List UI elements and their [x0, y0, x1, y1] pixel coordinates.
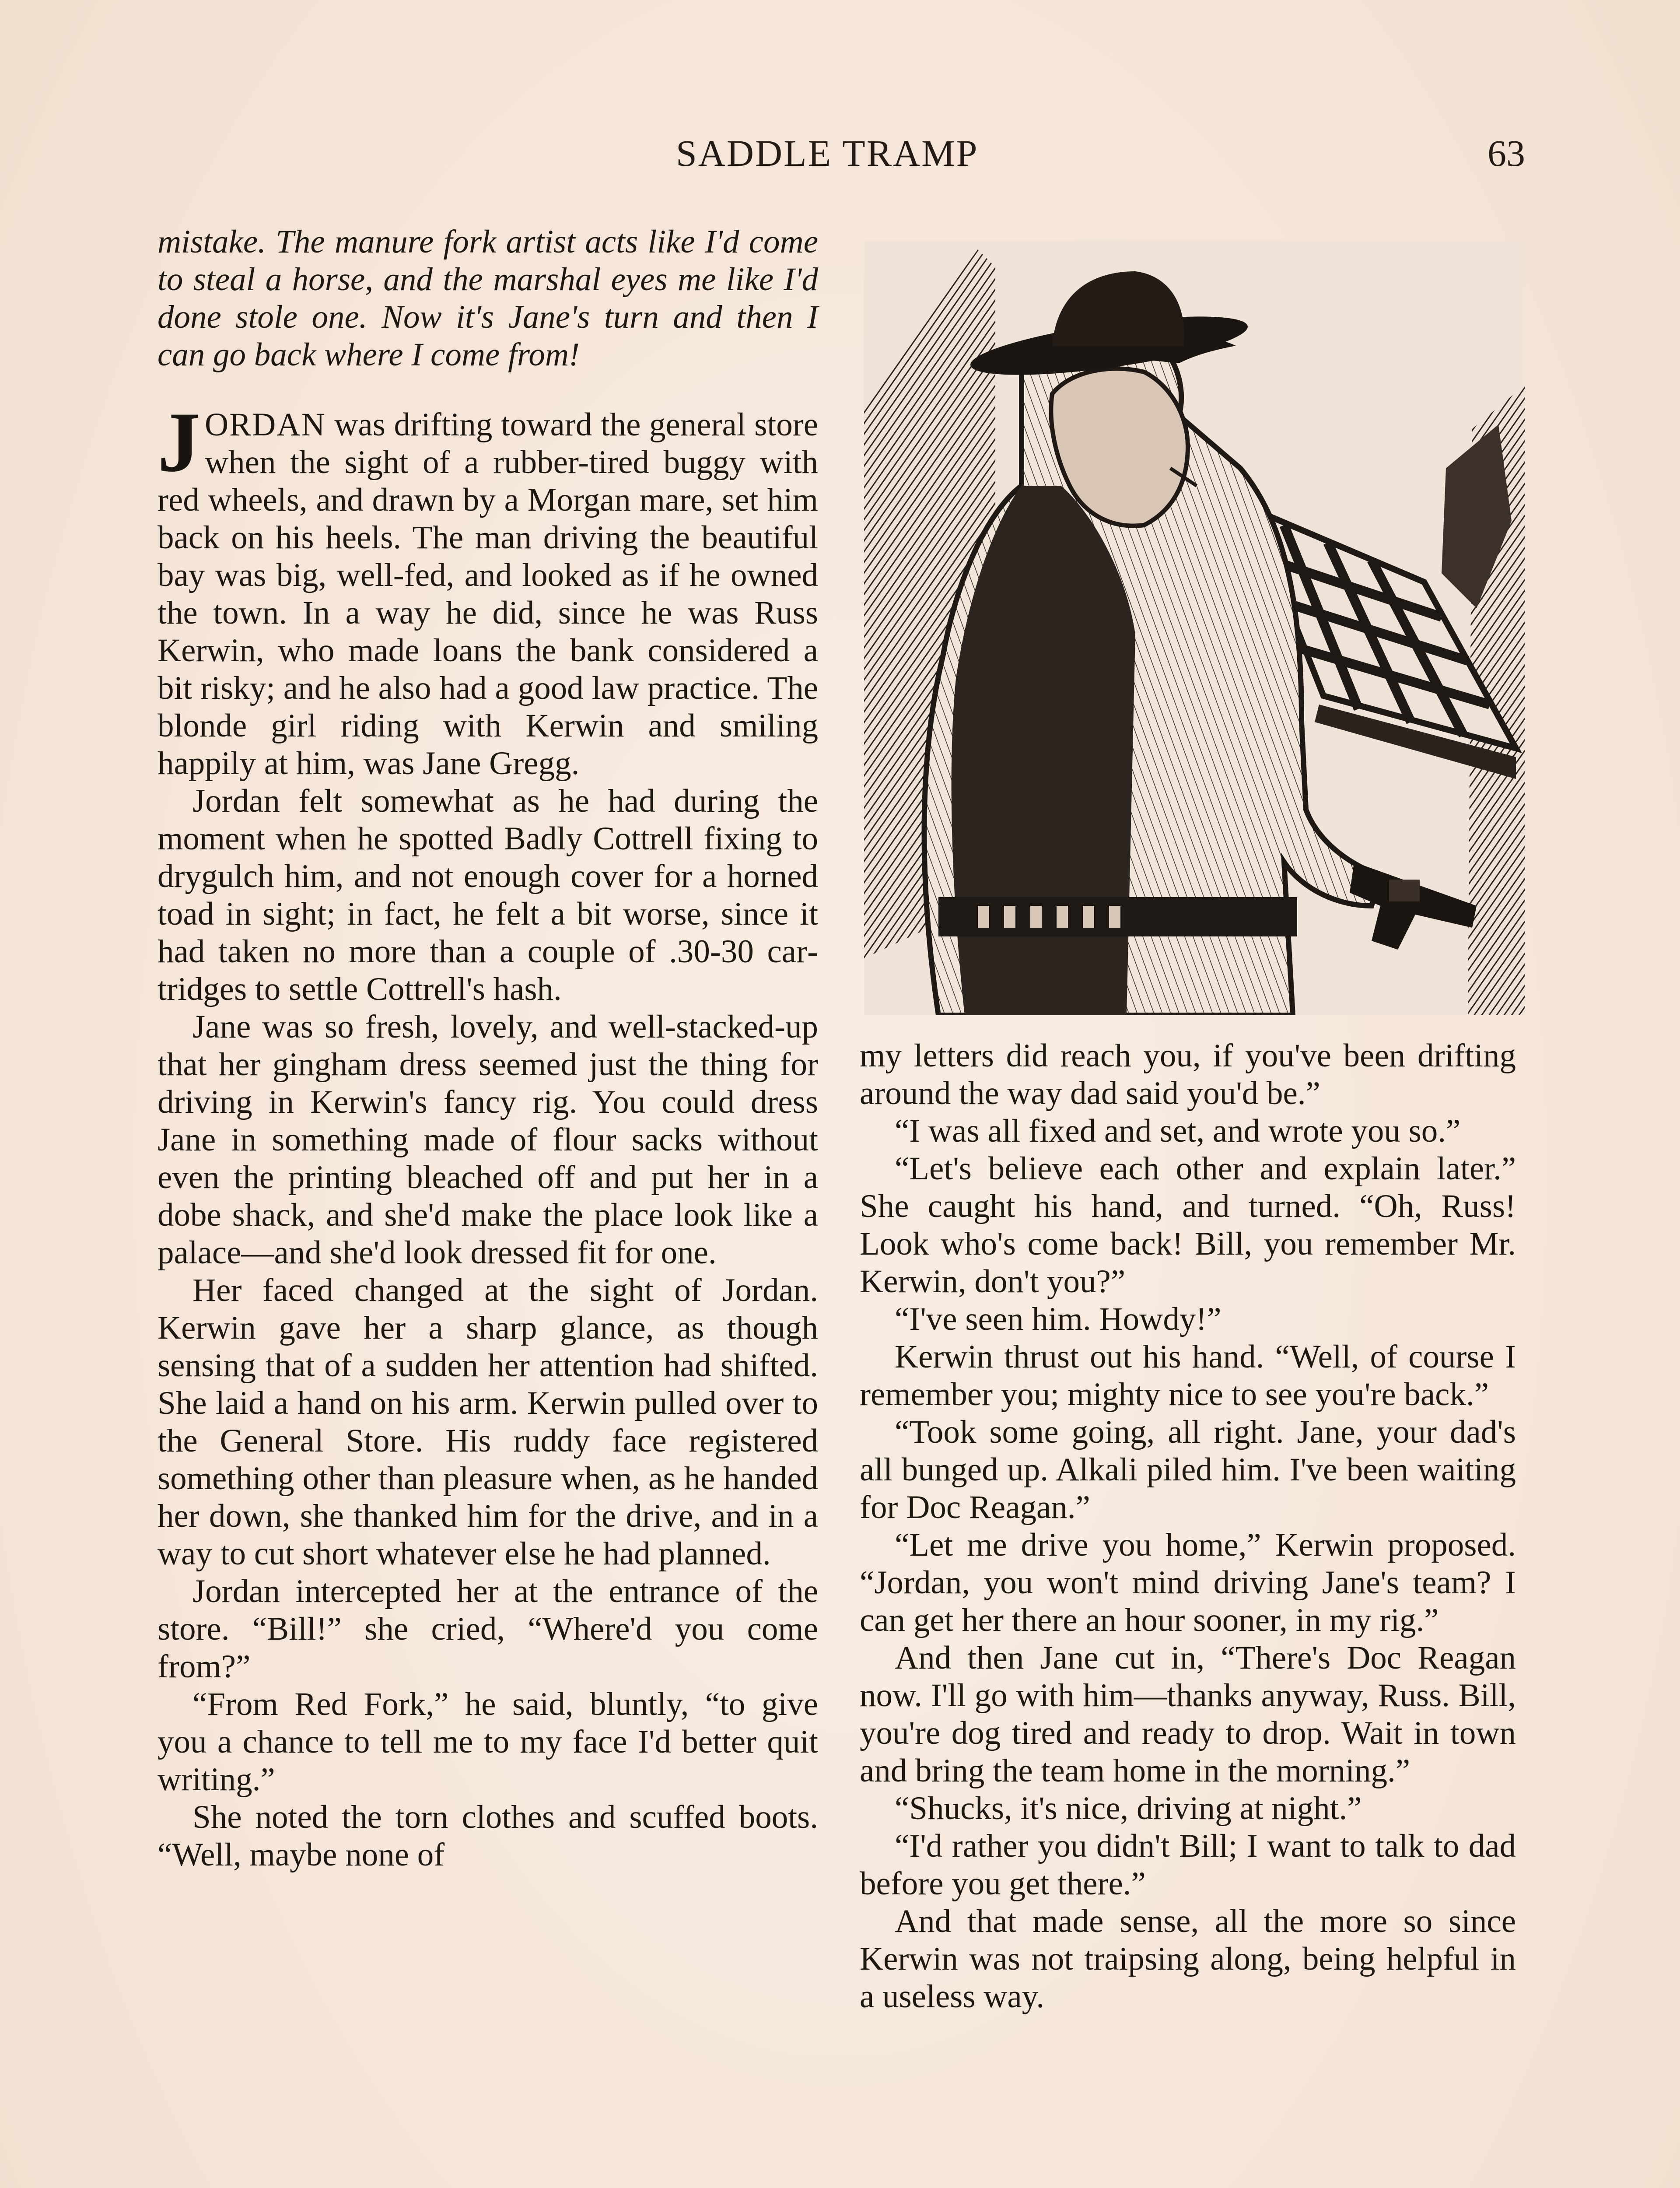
- right-text-column: [860, 1037, 1516, 2016]
- opening-paragraph-text: was drifting toward the general store when the sight of a rubber-tired buggy with red wheels, and drawn by a Morgan mare, set him back on his heels. The man driving the beautiful bay was big, well-fed, and looked as if he owned the town. In a way he did, since he was Russ Kerwin, who made loans the bank considered a bit risky; and he also had a good law practice. The blonde girl riding with Kerwin and smiling happily at him, was Jane Gregg.: [158, 407, 818, 782]
- running-title: SADDLE TRAMP: [676, 132, 979, 174]
- paragraph-letters: my letters did reach you, if you've been drifting around the way dad said you'd be.”: [860, 1038, 1516, 1112]
- paragraph-doc-reagan: And then Jane cut in, “There's Doc Reagan now. I'll go with him—thanks anyway, Russ. Bill, you're dog tired and ready to drop. Wait in town and bring the team home in the morning.”: [860, 1640, 1516, 1789]
- page-number: 63: [1488, 132, 1525, 174]
- paragraph-took-some-going: “Took some going, all right. Jane, your dad's all bunged up. Alkali piled him. I've been waiting for Doc Reagan.”: [860, 1414, 1516, 1525]
- paragraph-fixed-and-set: “I was all fixed and set, and wrote you so.”: [895, 1113, 1461, 1149]
- paragraph-howdy: “I've seen him. Howdy!”: [895, 1301, 1222, 1337]
- paragraph-red-fork: “From Red Fork,” he said, bluntly, “to give you a chance to tell me to my face I'd better quit writing.”: [158, 1686, 818, 1798]
- paragraph-cottrell: Jordan felt somewhat as he had during the moment when he spotted Badly Cottrell fixing to drygulch him, and not enough cover for a horned toad in sight; in fact, he felt a bit worse, since it had taken no more than a couple of .30-30 cartridges to settle Cottrell's hash.: [158, 783, 818, 1007]
- paragraph-believe: “Let's believe each other and explain later.” She caught his hand, and turned. “Oh, Russ! Look who's come back! Bill, you remember Mr. Kerwin, don't you?”: [860, 1150, 1516, 1300]
- opening-paragraph: [158, 395, 818, 782]
- paragraph-drive-you-home: “Let me drive you home,” Kerwin proposed. “Jordan, you won't mind driving Jane's team? I can get her there an hour sooner, in my rig.”: [860, 1527, 1516, 1638]
- italic-intro-paragraph: mistake. The manure fork artist acts like I'd come to steal a horse, and the marshal eyes me like I'd done stole one. Now it's Jane's turn and then I can go back where I come from!: [158, 224, 818, 373]
- paragraph-face-changed: Her faced changed at the sight of Jordan. Kerwin gave her a sharp glance, as though sensing that of a sudden her attention had shifted. She laid a hand on his arm. Kerwin pulled over to the General Store. His ruddy face registered something other than pleasure when, as he handed her down, she thanked him for the drive, and in a way to cut short whatever else he had planned.: [158, 1272, 818, 1572]
- cowboy-illustration: [864, 241, 1525, 1015]
- paragraph-kerwin-hand: Kerwin thrust out his hand. “Well, of course I remember you; mighty nice to see you're back.”: [860, 1339, 1516, 1413]
- paragraph-made-sense: And that made sense, all the more so since Kerwin was not traipsing along, being helpful in a useless way.: [860, 1903, 1516, 2015]
- paragraph-shucks: “Shucks, it's nice, driving at night.”: [895, 1790, 1362, 1827]
- paragraph-torn-clothes: She noted the torn clothes and scuffed boots. “Well, maybe none of: [158, 1799, 818, 1873]
- drop-cap-letter: J: [158, 395, 200, 490]
- paragraph-rather-you-didnt: “I'd rather you didn't Bill; I want to talk to dad before you get there.”: [860, 1828, 1516, 1902]
- paragraph-jane: Jane was so fresh, lovely, and well-stacked-up that her gingham dress seemed just the thing for driving in Kerwin's fancy rig. You could dress Jane in something made of flour sacks without even the printing bleached off and put her in a dobe shack, and she'd make the place look like a palace—and she'd look dressed fit for one.: [158, 1009, 818, 1271]
- paragraph-intercepted: Jordan intercepted her at the entrance of the store. “Bill!” she cried, “Where'd you come from?”: [158, 1573, 818, 1685]
- left-text-column: [158, 223, 818, 1874]
- drop-cap-word: ORDAN: [205, 407, 326, 443]
